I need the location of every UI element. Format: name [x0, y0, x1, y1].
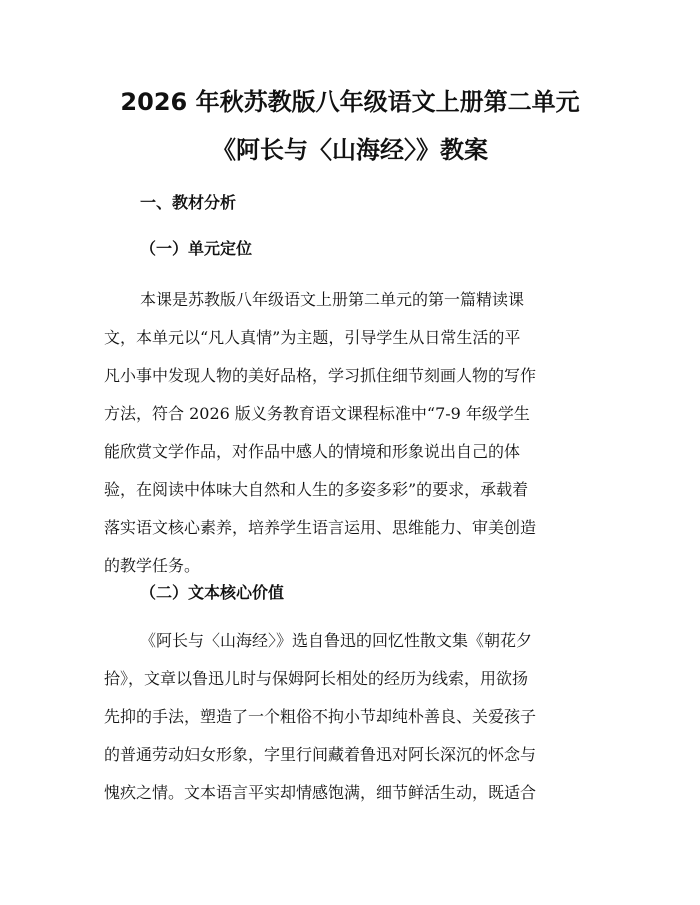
document-title-line-2: 《阿长与〈山海经〉》教案 [212, 136, 488, 164]
paragraph-unit-position [104, 288, 600, 592]
document-title-line-1: 2026 年秋苏教版八年级语文上册第二单元 [120, 88, 580, 116]
subsection-heading-unit-position: （一）单元定位 [140, 239, 253, 258]
paragraph-line: 方法，符合 2026 版义务教育语文课程标准中“7-9 年级学生 [104, 404, 530, 423]
paragraph-line: 的普通劳动妇女形象，字里行间藏着鲁迅对阿长深沉的怀念与 [104, 745, 537, 764]
paragraph-line: 的教学任务。 [104, 556, 201, 575]
paragraph-line: 凡小事中发现人物的美好品格，学习抓住细节刻画人物的写作 [104, 366, 537, 385]
paragraph-text-core-value [104, 629, 600, 819]
paragraph-line: 文，本单元以“凡人真情”为主题，引导学生从日常生活的平 [104, 328, 521, 347]
paragraph-line: 拾》，文章以鲁迅儿时与保姆阿长相处的经历为线索，用欲扬 [104, 669, 529, 688]
paragraph-line: 愧疚之情。文本语言平实却情感饱满，细节鲜活生动，既适合 [104, 783, 537, 802]
paragraph-line: 《阿长与〈山海经〉》选自鲁迅的回忆性散文集《朝花夕 [140, 631, 533, 650]
paragraph-line: 先抑的手法，塑造了一个粗俗不拘小节却纯朴善良、关爱孩子 [104, 707, 537, 726]
paragraph-line: 本课是苏教版八年级语文上册第二单元的第一篇精读课 [140, 290, 525, 309]
section-heading-textbook-analysis: 一、教材分析 [140, 193, 237, 212]
subsection-heading-text-core-value: （二）文本核心价值 [140, 583, 285, 602]
paragraph-line: 验，在阅读中体味大自然和人生的多姿多彩”的要求，承载着 [104, 480, 529, 499]
paragraph-line: 能欣赏文学作品，对作品中感人的情境和形象说出自己的体 [104, 442, 521, 461]
paragraph-line: 落实语文核心素养，培养学生语言运用、思维能力、审美创造 [104, 518, 537, 537]
